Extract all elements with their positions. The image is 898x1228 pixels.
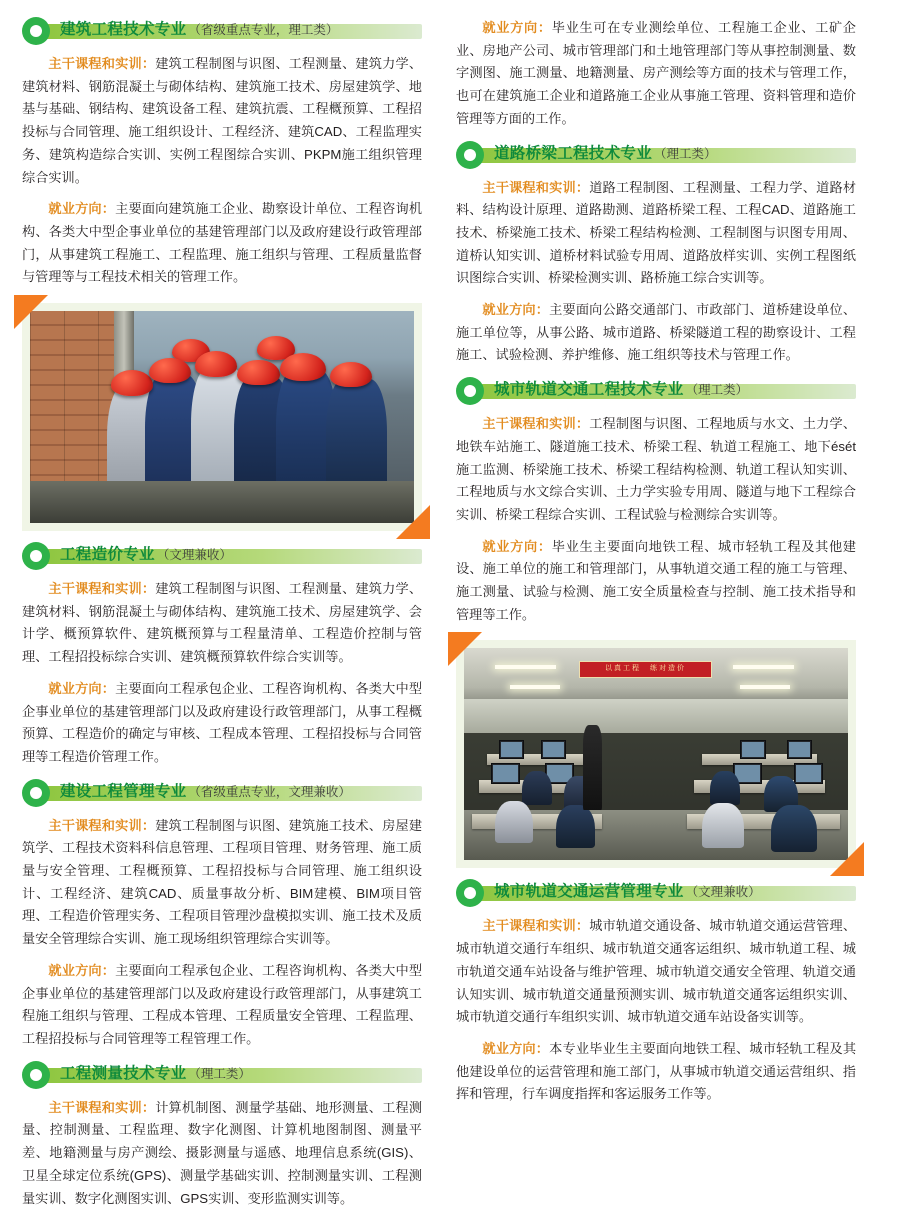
photo-students-site-visit [22,303,422,531]
lab-banner: 以真工程 练对造价 [579,661,712,678]
courses-paragraph [456,413,856,527]
heading-bullet-icon [22,779,50,807]
monitor-icon [794,763,823,784]
photo-illustration [464,648,848,860]
courses-label: 主干课程和实训： [482,179,590,195]
major-name: 道路桥梁工程技术专业 [494,144,653,162]
courses-text: 工程制图与识图、工程地质与水文、土力学、地铁车站施工、隧道施工技术、桥梁工程、轨道工程施工、地下ését施工监测、桥梁施工技术、桥梁工程结构检测、轨道工程认知实训、工程地质与水文综合实训、土力学实验专用周、隧道与地下工程综合实训、桥梁工程综合实训、工程试验与检测综合实训等。 [456,416,857,522]
employment-label: 就业方向： [482,1040,550,1056]
heading-bullet-icon [456,141,484,169]
employment-label: 就业方向： [482,20,552,35]
major-note: （理工类） [188,1066,251,1081]
major-heading-urban-rail-engineering-tech [456,376,856,406]
major-name: 建设工程管理专业 [60,782,187,800]
photo-computer-lab [456,640,856,868]
major-heading-road-bridge-tech [456,140,856,170]
employment-paragraph [22,960,422,1051]
major-name: 工程测量技术专业 [60,1064,187,1082]
courses-text: 道路工程制图、工程测量、工程力学、道路材料、结构设计原理、道路勘测、道路桥梁工程、工程CAD、道路施工技术、桥梁施工技术、桥梁工程结构检测、工程制图与识图专用周、道桥认知实训、道桥材料试验专用周、道路放样实训、实例工程图纸识图综合实训、桥梁检测实训、路桥施工综合实训等。 [456,179,857,286]
heading-bullet-icon [456,879,484,907]
employment-label: 就业方向： [482,302,550,318]
photo-corner-bottom-right [396,505,430,539]
employment-label: 就业方向： [48,962,116,978]
major-note: （文理兼收） [156,548,232,563]
photo-corner-bottom-right [830,842,864,876]
major-name: 工程造价专业 [60,546,155,564]
employment-text: 主要面向建筑施工企业、勘察设计单位、工程咨询机构、各类大中型企事业单位的基建管理部门以及政府建设行政管理部门，从事建筑工程施工、工程监理、施工组织与管理、工程质量监督与管理等与工程技术相关的管理工作。 [22,201,423,285]
ceiling-light-icon [740,685,790,689]
employment-paragraph [456,536,856,627]
major-heading-construction-management [22,778,422,808]
courses-label: 主干课程和实训： [48,1099,156,1115]
courses-text: 城市轨道交通设备、城市轨道交通运营管理、城市轨道交通行车组织、城市轨道交通客运组织、城市轨道工程、城市轨道交通车站设备与维护管理、城市轨道交通安全管理、轨道交通认知实训、城市轨道交通量预测实训、城市轨道交通客运组织实训、城市轨道交通行车组织实训、城市轨道交通车站设备实训等。 [456,918,857,1025]
employment-text: 毕业生可在专业测绘单位、工程施工企业、工矿企业、房地产公司、城市管理部门和土地管理部门等从事控制测量、数字测图、施工测量、地籍测量、房产测绘等方面的技术与管理工作，也可在建筑施工企业和道路施工企业从事施工管理、资料管理和造价管理等方面的工作。 [456,20,856,126]
ceiling-light-icon [733,665,794,669]
courses-text: 计算机制图、测量学基础、地形测量、工程测量、控制测量、工程监理、数字化测图、计算机地图制图、测量平差、地籍测量与房产测绘、摄影测量与遥感、地理信息系统(GIS)、卫星全球定位系统(GPS)、测量学基础实训、控制测量实训、工程测量实训、数字化测图实训、GPS实训、变形监测实训等。 [22,1099,423,1206]
photo-corner-top-left [14,295,48,329]
employment-paragraph [22,198,422,289]
major-note: （理工类） [654,146,717,161]
heading-bullet-icon [22,542,50,570]
major-heading-survey-tech [22,1060,422,1090]
major-note: （文理兼收） [685,885,761,900]
heading-bullet-icon [22,1061,50,1089]
courses-paragraph [22,578,422,669]
hard-hat-icon [195,351,237,376]
hard-hat-icon [237,360,279,385]
major-name: 城市轨道交通工程技术专业 [494,381,684,399]
courses-label: 主干课程和实训： [48,581,156,597]
ceiling-light-icon [510,685,560,689]
two-column-layout [22,10,876,1219]
major-note: （省级重点专业，理工类） [188,23,339,37]
courses-label: 主干课程和实训： [482,918,590,934]
courses-paragraph [456,177,856,291]
photo-corner-top-left [448,632,482,666]
courses-text: 建筑工程制图与识图、工程测量、建筑力学、建筑材料、钢筋混凝土与砌体结构、建筑施工技术、房屋建筑学、会计学、概预算软件、建筑概预算与工程量清单、工程造价控制与管理、工程招投标综合实训、建筑概预算软件综合实训等。 [22,581,423,665]
employment-text: 主要面向工程承包企业、工程咨询机构、各类大中型企事业单位的基建管理部门以及政府建设行政管理部门，从事工程概预算、工程造价的确定与审核、工程成本管理、工程招投标与合同管理等工程造价管理工作。 [22,680,423,764]
courses-label: 主干课程和实训： [48,56,156,71]
heading-bullet-icon [456,377,484,405]
monitor-icon [499,740,524,759]
major-heading-urban-rail-operation-management [456,878,856,908]
major-heading-construction-engineering-tech [22,16,422,46]
teacher-figure [583,725,602,810]
monitor-icon [541,740,566,759]
employment-text: 主要面向工程承包企业、工程咨询机构、各类大中型企事业单位的基建管理部门以及政府建设行政管理部门，从事建筑工程施工组织与管理、工程成本管理、工程质量安全管理、工程监理、工程招投标与合同管理等工程管理工作。 [22,962,423,1046]
employment-paragraph [22,678,422,769]
courses-paragraph [22,53,422,189]
courses-text: 建筑工程制图与识图、建筑施工技术、房屋建筑学、工程技术资料科信息管理、工程项目管理、财务管理、施工质量与安全管理、工程概预算、工程招投标与合同管理、施工组织设计、工程经济、建筑CAD、质量事故分析、BIM建模、BIM项目管理、工程造价管理实务、工程项目管理沙盘模拟实训、施工技术及质量安全管理综合实训、施工现场组织管理综合实训等。 [22,817,423,947]
hard-hat-icon [149,358,191,383]
major-note: （省级重点专业，文理兼收） [188,784,351,799]
employment-text: 主要面向公路交通部门、市政部门、道桥建设单位、施工单位等，从事公路、城市道路、桥梁隧道工程的勘察设计、工程施工、试验检测、养护维修、施工组织等技术与管理工作。 [456,302,857,363]
employment-text: 本专业毕业生主要面向地铁工程、城市轻轨工程及其他建设单位的运营管理和施工部门，从事城市轨道交通运营组织、指挥和管理，行车调度指挥和客运服务工作等。 [456,1040,857,1102]
hard-hat-icon [330,362,372,387]
heading-bullet-icon [22,17,50,45]
employment-paragraph [456,1038,856,1106]
major-heading-engineering-cost [22,541,422,571]
employment-label: 就业方向： [48,680,116,696]
ceiling-light-icon [495,665,556,669]
major-name: 建筑工程技术专业 [60,21,187,38]
left-column [22,10,422,1219]
employment-label: 就业方向： [482,538,552,554]
hard-hat-icon [111,370,153,395]
monitor-icon [740,740,765,759]
employment-paragraph [456,299,856,367]
courses-paragraph [456,915,856,1029]
courses-label: 主干课程和实训： [48,817,156,833]
employment-paragraph-continued [456,17,856,131]
employment-label: 就业方向： [48,201,116,217]
courses-paragraph [22,1097,422,1211]
major-name: 城市轨道交通运营管理专业 [494,883,684,901]
hard-hat-icon [280,353,326,381]
photo-illustration [30,311,414,523]
courses-text: 建筑工程制图与识图、工程测量、建筑力学、建筑材料、钢筋混凝土与砌体结构、建筑施工技术、房屋建筑学、地基与基础、钢结构、建筑设备工程、建筑抗震、工程概预算、工程招投标与合同管理、施工组织设计、工程经济、建筑CAD、工程监理实务、建筑构造综合实训、实例工程图综合实训、PKPM施工组织管理综合实训。 [22,56,423,185]
courses-paragraph [22,815,422,951]
major-note: （理工类） [685,383,749,398]
right-column [456,10,856,1115]
monitor-icon [787,740,812,759]
monitor-icon [491,763,520,784]
courses-label: 主干课程和实训： [482,416,590,432]
employment-text: 毕业生主要面向地铁工程、城市轻轨工程及其他建设、施工单位的施工和管理部门，从事轨道交通工程的施工与管理、施工测量、试验与检测、施工安全质量检查与控制、施工技术指导和管理等工作。 [456,538,856,622]
